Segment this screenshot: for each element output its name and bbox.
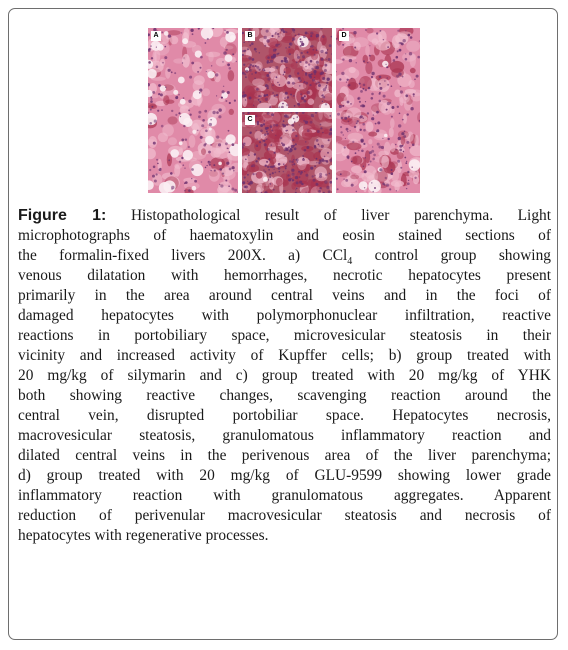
caption-line-text: the formalin-fixed livers 200X. a) [18, 247, 301, 264]
caption-line: inflammatory reaction with granulomatous aggregates. Apparent [18, 487, 551, 504]
micrograph-panel-b [242, 28, 332, 108]
caption-line: 20 mg/kg of silymarin and c) group treated with 20 mg/kg of YHK [18, 367, 551, 384]
figure-panels [148, 28, 420, 193]
panel-label-c: C [245, 115, 255, 125]
caption-line: macrovesicular steatosis, granulomatous inflammatory reaction and [18, 427, 551, 444]
caption-line: damaged hepatocytes with polymorphonuclear infiltration, reactive [18, 307, 551, 324]
caption-line: venous dilatation with hemorrhages, necrotic hepatocytes present [18, 267, 551, 284]
panel-label-b: B [245, 31, 255, 41]
caption-line [18, 246, 551, 266]
ccl4-formula: CCl$_4$ [322, 247, 353, 268]
caption-line: d) group treated with 20 mg/kg of GLU-9599 showing lower grade [18, 467, 551, 484]
micrograph-panel-c [242, 112, 332, 193]
figure-label: Figure 1: [18, 207, 107, 224]
caption-line: vicinity and increased activity of Kupffer cells; b) group treated with [18, 347, 551, 364]
caption-line-text: Histopathological result of liver parenchyma. Light [130, 207, 551, 224]
caption-line: reactions in portobiliary space, microvesicular steatosis in their [18, 327, 551, 344]
caption-line [18, 206, 551, 226]
caption-line: reduction of perivenular macrovesicular steatosis and necrosis of [18, 507, 551, 524]
caption-line: primarily in the area around central veins and in the foci of [18, 287, 551, 304]
panel-label-d: D [339, 31, 349, 41]
caption-line: both showing reactive changes, scavenging reaction around the [18, 387, 551, 404]
micrograph-panel-a [148, 28, 238, 193]
caption-line-text: control group showing [374, 247, 551, 264]
caption-line: dilated central veins in the perivenous area of the liver parenchyma; [18, 447, 551, 464]
caption-line: central vein, disrupted portobiliar space. Hepatocytes necrosis, [18, 407, 551, 424]
micrograph-panel-d [336, 28, 420, 193]
caption-line: hepatocytes with regenerative processes. [18, 527, 269, 544]
figure-caption [18, 206, 551, 546]
caption-line: microphotographs of haematoxylin and eosin stained sections of [18, 227, 551, 244]
panel-label-a: A [151, 31, 161, 41]
